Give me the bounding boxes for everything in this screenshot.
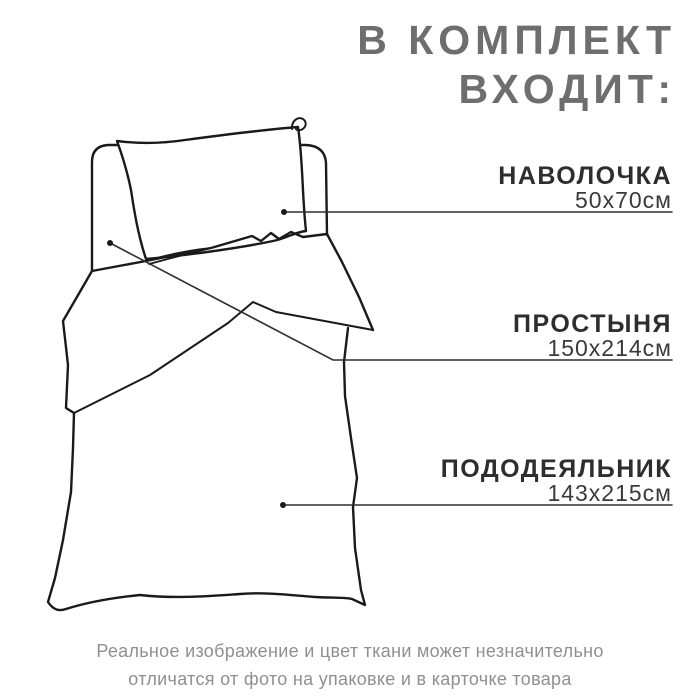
label-sheet — [513, 312, 672, 360]
sheet-top-edge — [92, 261, 146, 271]
label-sheet-size: 150х214см — [547, 335, 672, 361]
label-pillowcase-name: НАВОЛОЧКА — [498, 162, 672, 190]
duvet-flap-right-edge — [327, 234, 373, 330]
label-sheet-name: ПРОСТЫНЯ — [513, 310, 672, 338]
disclaimer-line-2: отличатся от фото на упаковке и в карточке товара — [128, 669, 572, 689]
label-duvet-cover — [441, 457, 672, 505]
disclaimer-text — [0, 637, 700, 693]
leader-dot-pillowcase — [281, 209, 287, 215]
page-title-line-2: ВХОДИТ: — [458, 66, 676, 112]
duvet-body-outline — [48, 271, 365, 610]
label-pillowcase — [498, 164, 672, 212]
disclaimer-line-1: Реальное изображение и цвет ткани может незначительно — [96, 641, 604, 661]
leader-dot-sheet — [107, 240, 113, 246]
label-duvet-cover-name: ПОДОДЕЯЛЬНИК — [440, 455, 672, 483]
label-duvet-cover-size: 143х215см — [547, 480, 672, 506]
leader-dot-duvet-cover — [280, 502, 286, 508]
label-pillowcase-size: 50х70см — [575, 187, 672, 213]
page-title-line-1: В КОМПЛЕКТ — [357, 17, 676, 63]
